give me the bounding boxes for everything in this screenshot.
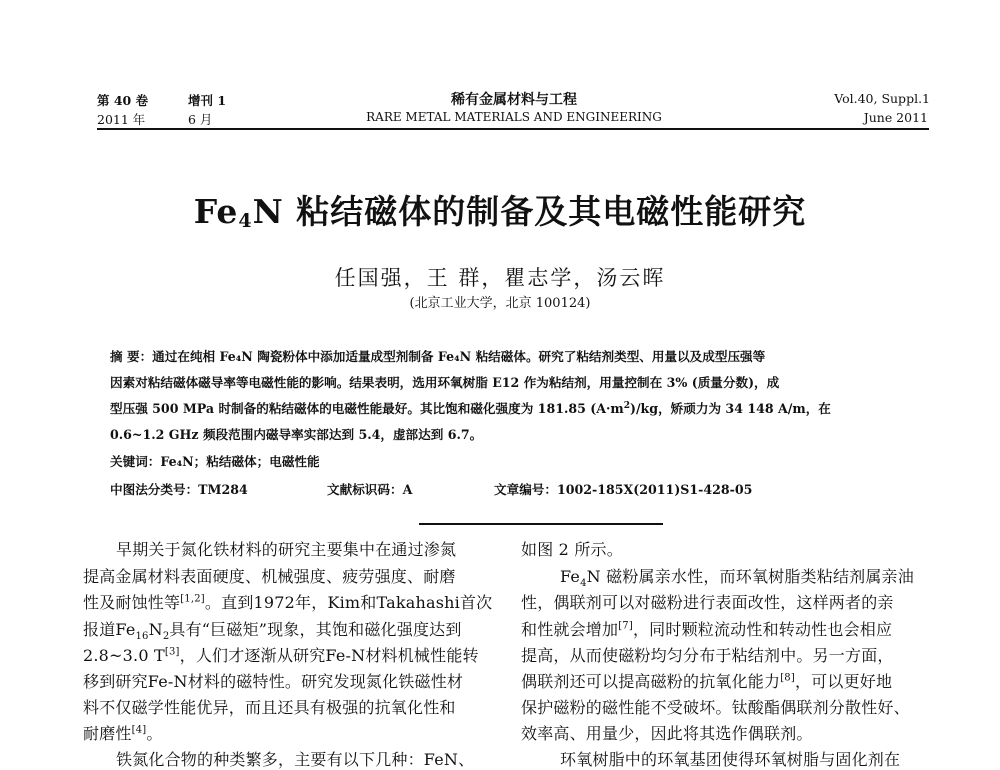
header-vol-en: Vol.40, Suppl.1 [834,91,930,106]
ref-1-2: [1,2] [180,593,205,605]
right-line-6a: 偶联剂还可以提高磁粉的抗氧化能力 [521,672,781,691]
title-fe: Fe [193,192,239,231]
left-line-5a: 2.8~3.0 T [83,646,165,665]
left-line-8 [83,721,163,744]
doc-code-line [327,479,412,498]
title-rest: N 粘结磁体的制备及其电磁性能研究 [252,192,807,231]
header-supplement: 增刊 1 [188,93,227,108]
right-line-9: 环氧树脂中的环氧基团使得环氧树脂与固化剂在 [560,750,901,769]
right-line-6b: ，可以更好地 [794,672,893,691]
abstract-text-1: 通过在纯相 Fe₄N 陶瓷粉体中添加适量成型剂制备 Fe₄N 粘结磁体。研究了粘结剂类型、用量以及成型压强等 [152,349,766,364]
abstract-line-2: 因素对粘结磁体磁导率等电磁性能的影响。结果表明，选用环氧树脂 E12 作为粘结剂，用量控制在 3% (质量分数)，成 [110,375,780,390]
clc-label: 中图法分类号： [110,482,199,497]
header-journal-cn: 稀有金属材料与工程 [451,92,577,108]
abstract-text-3b: )/kg，矫顽力为 34 148 A/m，在 [629,401,831,416]
ref-4: [4] [131,724,147,736]
left-line-4 [83,617,462,642]
left-line-9: 铁氮化合物的种类繁多，主要有以下几种：FeN、 [116,750,475,769]
ref-7: [7] [618,620,633,632]
right-line-6 [521,669,892,692]
header-volume: 第 40 卷 [97,93,149,108]
left-line-3 [83,590,492,613]
left-line-3a: 性及耐蚀性等 [83,593,181,612]
left-line-5 [83,643,479,666]
abstract-line-3: 型压强 500 MPa 时制备的粘结磁体的电磁性能最好。其比饱和磁化强度为 181.85 $(A\cdot m^2)/kg$，矫顽力为 34 148 A/m，在 [110,400,831,416]
keywords-label: 关键词： [110,454,161,469]
doc-code-value: A [402,482,413,497]
left-line-3b: 。直到1972年，Kim和Takahashi首次 [204,593,493,612]
ref-8: [8] [780,672,795,684]
clc-value: TM284 [198,482,248,497]
paper-title [0,186,1000,233]
right-line-1: 如图 2 所示。 [521,540,623,559]
authors: 任国强，王 群，瞿志学，汤云晖 [334,266,666,290]
header-rule [97,128,929,130]
article-no-line [494,479,752,498]
right-line-2b: N 磁粉属亲水性，而环氧树脂类粘结剂属亲油 [586,567,914,586]
left-line-2: 提高金属材料表面硬度、机械强度、疲劳强度、耐磨 [83,567,456,586]
header-date-en: June 2011 [863,110,928,125]
left-line-7: 料不仅磁学性能优异，而且还具有极强的抗氧化性和 [83,698,456,717]
abstract-line-1 [110,346,765,365]
left-line-4b: N [148,620,163,639]
right-line-8: 效率高、用量少，因此将其选作偶联剂。 [521,724,813,743]
left-line-8a: 耐磨性 [83,724,132,743]
abstract-text-3a: 型压强 500 MPa 时制备的粘结磁体的电磁性能最好。其比饱和磁化强度为 181.85 (A·m [110,401,624,416]
doc-code-label: 文献标识码： [327,482,403,497]
right-line-4 [521,617,892,640]
right-line-4b: ，同时颗粒流动性和转动性也会相应 [632,620,893,639]
clc-line [110,479,248,498]
ref-3: [3] [164,646,180,658]
header-journal-en: RARE METAL MATERIALS AND ENGINEERING [366,110,662,124]
right-line-3: 性，偶联剂可以对磁粉进行表面改性，这样两者的亲 [521,593,894,612]
right-line-2 [560,564,914,589]
right-line-4a: 和性就会增加 [521,620,619,639]
left-line-4c: 具有“巨磁矩”现象，其饱和磁化强度达到 [169,620,462,639]
abstract-label: 摘 要： [110,349,153,364]
left-line-4-sub2: 2 [162,631,170,643]
left-line-8b: 。 [146,724,163,743]
right-line-5: 提高，从而使磁粉均匀分布于粘结剂中。另一方面， [521,646,894,665]
left-line-6: 移到研究Fe-N材料的磁特性。研究发现氮化铁磁性材 [83,672,464,691]
abstract-line-4: 0.6~1.2 GHz 频段范围内磁导率实部达到 5.4，虚部达到 6.7。 [110,427,483,442]
article-no-label: 文章编号： [494,482,557,497]
left-line-1: 早期关于氮化铁材料的研究主要集中在通过渗氮 [116,540,457,559]
title-sub: 4 [238,210,253,232]
right-line-7: 保护磁粉的磁性能不受破坏。钛酸酯偶联剂分散性好、 [521,698,910,717]
header-month: 6 月 [188,112,213,127]
left-line-5b: ，人们才逐渐从研究Fe-N材料机械性能转 [179,646,479,665]
section-divider [419,523,663,525]
keywords-value: Fe₄N；粘结磁体；电磁性能 [160,454,320,469]
affiliation: (北京工业大学，北京 100124) [409,296,591,311]
left-line-4a: 报道Fe [83,620,136,639]
left-line-4-sub1: 16 [135,631,149,643]
header-year: 2011 年 [97,112,146,127]
keywords-line [110,451,320,470]
right-line-2a: Fe [560,567,581,586]
right-line-2-sub: 4 [580,578,587,590]
article-no-value: 1002-185X(2011)S1-428-05 [556,482,753,497]
